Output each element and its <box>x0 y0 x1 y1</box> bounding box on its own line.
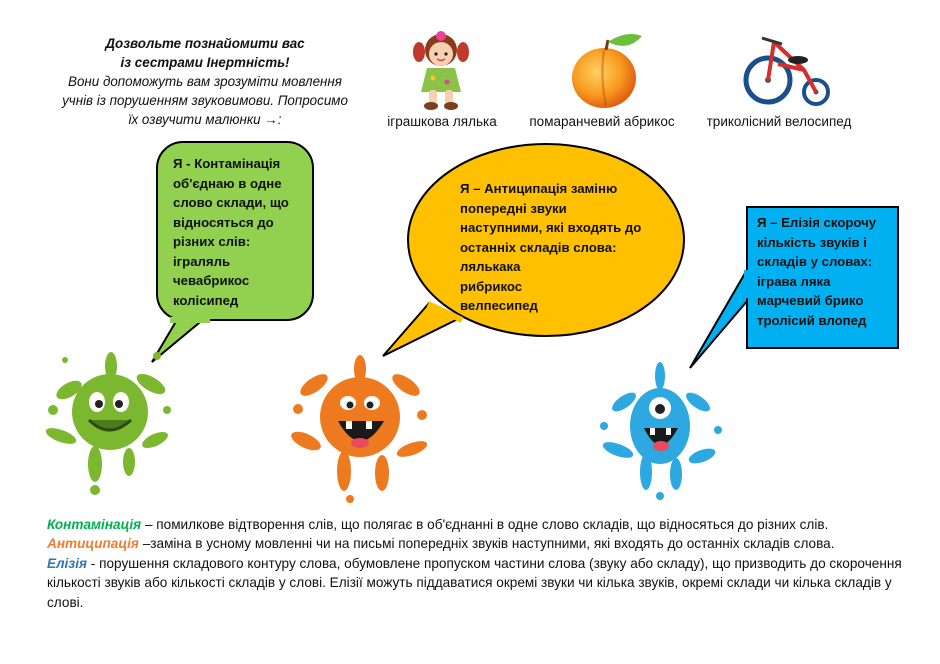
definitions-text <box>47 515 907 612</box>
intro-line4: учнів із порушенням звуковимови. Попросимо <box>62 93 348 108</box>
orange-blob-character-icon <box>290 345 430 505</box>
anticipation-bubble-text: Я – Антиципація заміню попередні звуки наступними, які входять до останніх складів слова: лялькака рибрикос велпесипед <box>460 181 642 313</box>
contamination-definition <box>47 515 907 534</box>
anticipation-term: Антиципація <box>47 536 139 552</box>
contamination-bubble-text: Я - Контамінація об'єднаю в одне слово склади, що відносяться до різних слів: іграляль чевабрикос колісипед <box>173 156 289 308</box>
tricycle-label: триколісний велосипед <box>706 114 852 129</box>
anticipation-definition-text: –заміна в усному мовленні чи на письмі попередніх звуків наступними, які входять до останніх складів слова. <box>138 536 835 552</box>
doll-label: іграшкова лялька <box>387 114 497 129</box>
intro-line5: їх озвучити малюнки →: <box>128 112 282 127</box>
intro-title-line2: із сестрами Інертність! <box>120 55 290 70</box>
contamination-definition-text: – помилкове відтворення слів, що полягає в об'єднанні в одне слово складів, що відносяться до різних слів. <box>141 517 829 532</box>
green-blob-character-icon <box>45 340 175 500</box>
contamination-term: Контамінація <box>47 517 142 532</box>
elision-definition <box>47 554 907 612</box>
blue-blob-character-icon <box>598 346 728 502</box>
elision-term: Елізія <box>47 555 88 571</box>
intro-title-line1: Дозвольте познайомити вас <box>105 36 305 51</box>
intro-line3: Вони допоможуть вам зрозуміти мовлення <box>68 74 342 89</box>
anticipation-definition <box>47 534 907 553</box>
elision-definition-text: - порушення складового контуру слова, обумовлене пропуском частини слова (звуку або складу), що призводить до скорочення кількості звуків або кількості складів у слові. Елізії можуть піддаватися окремі звуки чи кілька звуків, окремі склади чи кілька складів у слові. <box>47 555 902 610</box>
apricot-label: помаранчевий абрикос <box>529 114 675 129</box>
elision-bubble-text: Я – Елізія скорочу кількість звуків і складів у словах: іграва ляка марчевий брико тролісий влопед <box>757 215 877 328</box>
